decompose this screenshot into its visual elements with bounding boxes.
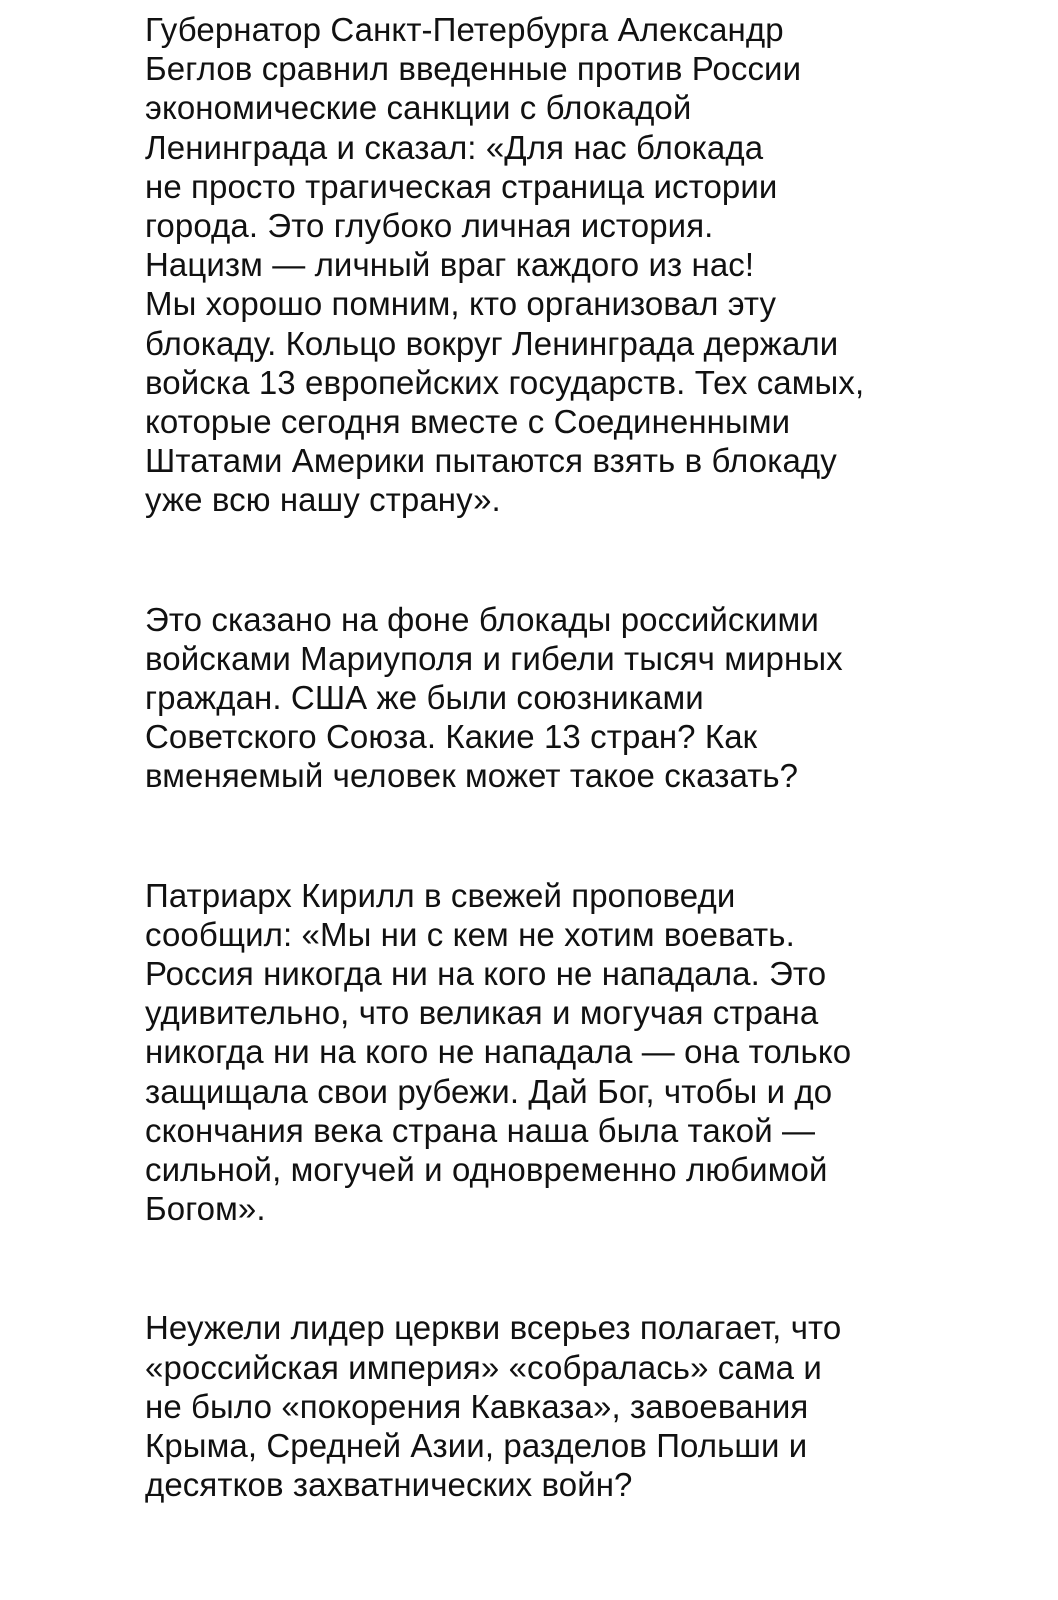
text-line: «российская империя» «собралась» сама и — [145, 1348, 822, 1386]
text-line: города. Это глубоко личная история. — [145, 207, 714, 245]
text-line: граждан. США же были союзниками — [145, 679, 704, 717]
paragraph-spacer — [145, 1228, 1025, 1308]
text-line: Неужели лидер церкви всерьез полагает, что — [145, 1309, 842, 1347]
text-line: удивительно, что великая и могучая страна — [145, 994, 819, 1032]
text-line: блокаду. Кольцо вокруг Ленинграда держали — [145, 324, 839, 362]
text-line: Советского Союза. Какие 13 стран? Как — [145, 718, 758, 756]
text-line: Россия никогда ни на кого не нападала. Это — [145, 955, 827, 993]
text-line: которые сегодня вместе с Соединенными — [145, 403, 791, 441]
text-line: вменяемый человек может такое сказать? — [145, 757, 799, 795]
text-line: сильной, могучей и одновременно любимой — [145, 1151, 828, 1189]
text-line: не просто трагическая страница истории — [145, 167, 778, 205]
text-line: Патриарх Кирилл в свежей проповеди — [145, 876, 736, 914]
text-line: защищала свои рубежи. Дай Бог, чтобы и до — [145, 1072, 833, 1110]
text-line: Богом». — [145, 1190, 266, 1228]
paragraph-spacer — [145, 796, 1025, 876]
text-line: войсками Мариуполя и гибели тысяч мирных — [145, 639, 843, 677]
text-line: войска 13 европейских государств. Тех самых, — [145, 363, 865, 401]
text-line: Мы хорошо помним, кто организовал эту — [145, 285, 777, 323]
text-line: Губернатор Санкт-Петербурга Александр — [145, 11, 784, 48]
paragraph-kirill-quote — [145, 876, 1025, 1229]
paragraph-mariupol-comment — [145, 600, 1025, 796]
text-line: сообщил: «Мы ни с кем не хотим воевать. — [145, 915, 795, 953]
text-line: скончания века страна наша была такой — — [145, 1111, 816, 1149]
text-line: Ленинграда и сказал: «Для нас блокада — [145, 128, 764, 166]
text-line: Беглов сравнил введенные против России — [145, 50, 802, 88]
text-line: десятков захватнических войн? — [145, 1466, 633, 1504]
text-line: Нацизм — личный враг каждого из нас! — [145, 246, 755, 284]
text-line: уже всю нашу страну». — [145, 481, 501, 519]
text-line: никогда ни на кого не нападала — она только — [145, 1033, 852, 1071]
text-line: Это сказано на фоне блокады российскими — [145, 600, 819, 638]
text-line: Штатами Америки пытаются взять в блокаду — [145, 442, 837, 480]
text-line: экономические санкции с блокадой — [145, 89, 692, 127]
paragraph-church-question — [145, 1308, 1025, 1504]
article-text — [145, 10, 1025, 1505]
paragraph-beglov-quote — [145, 10, 1025, 520]
text-line: не было «покорения Кавказа», завоевания — [145, 1387, 809, 1425]
text-line: Крыма, Средней Азии, разделов Польши и — [145, 1427, 808, 1465]
paragraph-spacer — [145, 520, 1025, 600]
